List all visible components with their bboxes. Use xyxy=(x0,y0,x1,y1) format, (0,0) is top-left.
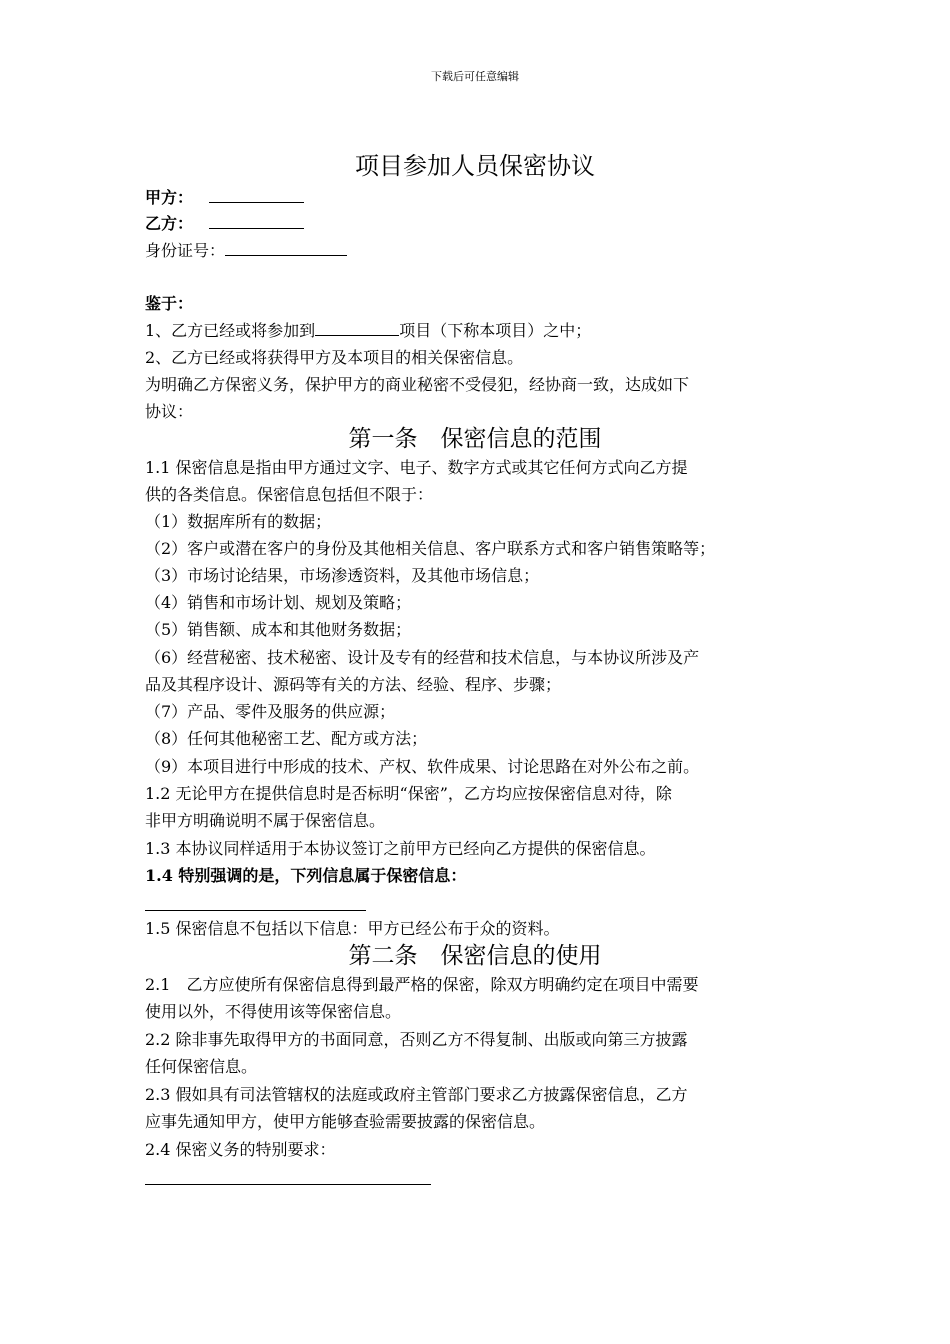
clause-2-1-line-2: 使用以外，不得使用该等保密信息。 xyxy=(145,1002,402,1021)
article-2-heading: 第二条 保密信息的使用 xyxy=(348,943,602,969)
party-b-label: 乙方： xyxy=(145,214,194,233)
id-number-label: 身份证号： xyxy=(145,241,226,260)
intro-line-2: 协议： xyxy=(145,402,194,421)
clause-2-1-line-1: 2.1 乙方应使所有保密信息得到最严格的保密，除双方明确约定在项目中需要 xyxy=(145,975,699,994)
list-item: （8）任何其他秘密工艺、配方或方法； xyxy=(145,729,428,748)
clause-1-1-line-1: 1.1 保密信息是指由甲方通过文字、电子、数字方式或其它任何方式向乙方提 xyxy=(145,458,688,477)
clause-2-2-line-2: 任何保密信息。 xyxy=(145,1057,258,1076)
clause-2-3-line-1: 2.3 假如具有司法管辖权的法庭或政府主管部门要求乙方披露保密信息，乙方 xyxy=(145,1085,688,1104)
list-item: （9）本项目进行中形成的技术、产权、软件成果、讨论思路在对外公布之前。 xyxy=(145,757,700,776)
whereas-item-1 xyxy=(145,320,591,342)
clause-2-3-line-2: 应事先通知甲方，使甲方能够查验需要披露的保密信息。 xyxy=(145,1112,546,1131)
party-a-blank xyxy=(209,187,304,203)
list-item: （1）数据库所有的数据； xyxy=(145,512,332,531)
header-note: 下载后可任意编辑 xyxy=(431,70,519,83)
list-item: （4）销售和市场计划、规划及策略； xyxy=(145,593,412,612)
list-item: （5）销售额、成本和其他财务数据； xyxy=(145,620,412,639)
list-item: （3）市场讨论结果，市场渗透资料，及其他市场信息； xyxy=(145,566,540,585)
party-a-label: 甲方： xyxy=(145,188,194,207)
list-item: （7）产品、零件及服务的供应源； xyxy=(145,702,396,721)
clause-1-5: 1.5 保密信息不包括以下信息：甲方已经公布于众的资料。 xyxy=(145,919,560,938)
article-1-heading: 第一条 保密信息的范围 xyxy=(348,426,602,452)
clause-1-1-line-2: 供的各类信息。保密信息包括但不限于： xyxy=(145,485,434,504)
whereas-item-1-post: 项目（下称本项目）之中； xyxy=(399,321,592,340)
clause-2-4-blank xyxy=(145,1184,431,1185)
whereas-item-1-pre: 1、乙方已经或将参加到 xyxy=(145,321,316,340)
whereas-label: 鉴于： xyxy=(145,294,194,313)
list-item: （6）经营秘密、技术秘密、设计及专有的经营和技术信息，与本协议所涉及产 xyxy=(145,648,700,667)
clause-1-2-line-2: 非甲方明确说明不属于保密信息。 xyxy=(145,811,386,830)
whereas-item-2: 2、乙方已经或将获得甲方及本项目的相关保密信息。 xyxy=(145,348,524,367)
clause-1-2-line-1: 1.2 无论甲方在提供信息时是否标明“保密”，乙方均应按保密信息对待，除 xyxy=(145,784,672,803)
page-title: 项目参加人员保密协议 xyxy=(355,152,595,180)
party-b-line xyxy=(145,213,304,235)
list-item: （2）客户或潜在客户的身份及其他相关信息、客户联系方式和客户销售策略等； xyxy=(145,539,716,558)
project-name-blank xyxy=(315,320,399,336)
id-number-blank xyxy=(225,240,347,256)
list-item: 品及其程序设计、源码等有关的方法、经验、程序、步骤； xyxy=(145,675,562,694)
intro-line-1: 为明确乙方保密义务，保护甲方的商业秘密不受侵犯，经协商一致，达成如下 xyxy=(145,375,690,394)
clause-1-4-blank xyxy=(145,910,366,911)
clause-2-4: 2.4 保密义务的特别要求： xyxy=(145,1140,336,1159)
clause-1-4: 1.4 特别强调的是，下列信息属于保密信息： xyxy=(145,866,467,885)
clause-2-2-line-1: 2.2 除非事先取得甲方的书面同意，否则乙方不得复制、出版或向第三方披露 xyxy=(145,1030,688,1049)
party-a-line xyxy=(145,187,304,209)
id-number-line xyxy=(145,240,347,262)
clause-1-3: 1.3 本协议同样适用于本协议签订之前甲方已经向乙方提供的保密信息。 xyxy=(145,839,656,858)
party-b-blank xyxy=(209,213,304,229)
